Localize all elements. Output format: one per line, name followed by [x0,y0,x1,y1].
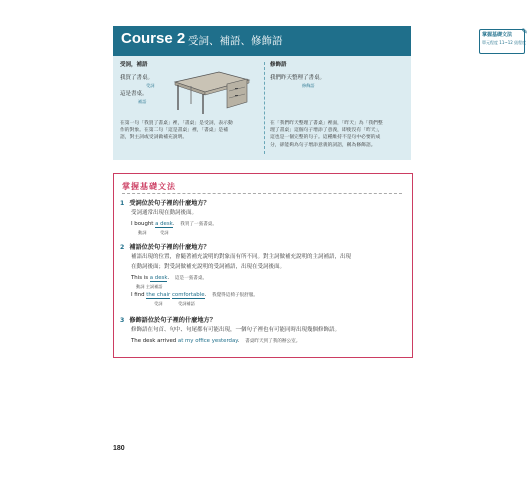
panel-right [270,62,405,89]
panel-divider [264,62,265,154]
example-1: I bought a desk. 我買了一張書桌。 [131,221,217,227]
concept-panel [113,56,411,160]
right-example-label: 修飾語 [302,83,315,88]
paperclip-icon: ✎ [521,27,528,36]
course-number: Course 2 [121,30,186,47]
answer-2-line-1: 補語出現的位置，會隨著補充說明的對象而有所不同。對主詞做補充說明的主詞補語，出現 [131,254,352,260]
course-header [113,26,528,56]
left-example-2: 這是書桌。 [120,91,148,97]
answer-1: 受詞通常出現在動詞後面。 [131,210,198,216]
right-description: 在「我們昨天整理了書桌」裡面，「昨天」為「我們整 理了書桌」這個句子增添了意義，即使沒有「昨天」， 這也是一個完整的句子。這種維持不是句中必要的成 分，卻能夠為句子增添意義的詞語，稱為修飾語。 [270,121,383,148]
left-example-2-label: 補語 [138,99,147,104]
grammar-title: 掌握基礎文法 [122,182,176,191]
left-example-1-label: 受詞 [146,83,155,88]
example-1-label-object: 受詞 [160,230,169,235]
grammar-section [113,173,413,358]
answer-2-line-2: 在動詞後面；對受詞做補充說明的受詞補語，出現在受詞後面。 [131,264,286,270]
example-2b-label-complement: 受詞補語 [178,301,195,306]
example-1-label-verb: 動詞 [138,230,147,235]
question-3: 3 修飾語位於句子裡的什麼地方？ [120,317,216,324]
example-3: The desk arrived at my office yesterday. 書桌昨天到了我的辦公室。 [131,338,301,344]
level-tag-subtitle: 單元程度 11~12 級程度 [482,40,527,45]
example-2b-label-object: 受詞 [154,301,163,306]
desk-illustration [171,64,251,116]
question-2: 2 補語位於句子裡的什麼地方？ [120,244,210,251]
example-2b: I find the chair comfortable. 我覺得這椅子很舒服。 [131,292,258,298]
course-title: 受詞、補語、修飾語 [188,35,283,47]
example-2a: This is a desk. 這是一張書桌。 [131,275,208,281]
grammar-divider [122,193,402,194]
question-1: 1 受詞位於句子裡的什麼地方？ [120,200,210,207]
answer-3: 修飾語在句首、句中、句尾都有可能出現，一個句子裡也有可能同時出現幾個修飾語。 [131,327,341,333]
example-2a-labels: 動詞 主詞補語 [136,284,163,289]
right-heading: 修飾語 [270,62,287,68]
level-tag-title: 掌握基礎文法 [482,32,513,38]
level-tag [479,27,528,54]
left-description: 在第一句「我買了書桌」裡，「書桌」是受詞，表示動 作的對象。在第二句「這是書桌」裡，「書桌」是補 語，對主詞或受詞做補充說明。 [120,121,233,141]
left-example-1: 我買了書桌。 [120,75,154,81]
right-example: 我們昨天整理了書桌。 [270,75,326,81]
left-heading: 受詞，補語 [120,62,148,68]
page-number: 180 [113,445,125,452]
